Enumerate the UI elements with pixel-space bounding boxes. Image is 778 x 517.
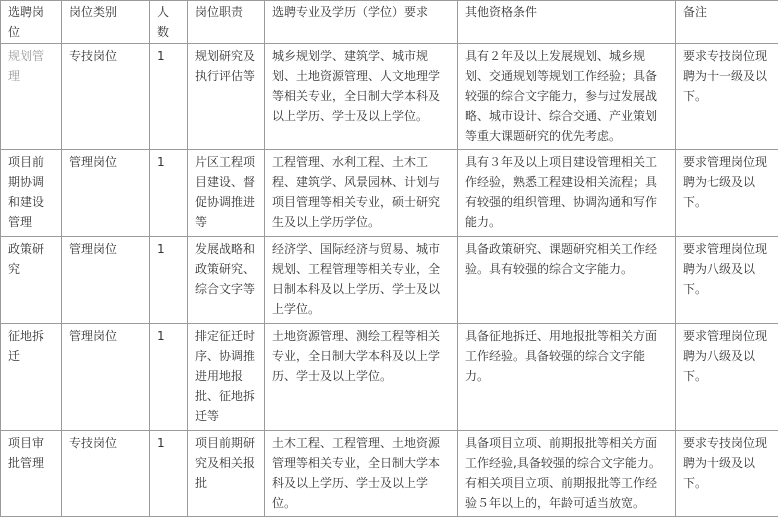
header-duties: 岗位职责 xyxy=(188,1,265,44)
cell-education: 土木工程、工程管理、土地资源管理等相关专业，全日制大学本科及以上学历、学士及以上学位。 xyxy=(265,431,458,517)
cell-category: 专技岗位 xyxy=(62,431,150,517)
table-row xyxy=(1,431,778,517)
cell-count: 1 xyxy=(150,431,188,517)
cell-position: 征地拆迁 xyxy=(1,324,62,431)
table-row xyxy=(1,44,778,150)
cell-count: 1 xyxy=(150,324,188,431)
cell-category: 管理岗位 xyxy=(62,237,150,324)
header-education: 选聘专业及学历（学位）要求 xyxy=(265,1,458,44)
cell-qualifications: 具有２年及以上发展规划、城乡规划、交通规划等规划工作经验；具备较强的综合文字能力，参与过发展战略、城市设计、综合交通、产业策划等重大课题研究的优先考虑。 xyxy=(458,44,676,150)
cell-category: 专技岗位 xyxy=(62,44,150,150)
cell-count: 1 xyxy=(150,237,188,324)
cell-education: 城乡规划学、建筑学、城市规划、土地资源管理、人文地理学等相关专业，全日制大学本科及以上学历、学士及以上学位。 xyxy=(265,44,458,150)
cell-position: 项目前期协调和建设管理 xyxy=(1,150,62,237)
cell-remarks: 要求管理岗位现聘为八级及以下。 xyxy=(676,237,778,324)
table-row xyxy=(1,237,778,324)
cell-education: 工程管理、水利工程、土木工程、建筑学、风景园林、计划与项目管理等相关专业，硕士研究生及以上学历学位。 xyxy=(265,150,458,237)
cell-duties: 规划研究及执行评估等 xyxy=(188,44,265,150)
cell-count: 1 xyxy=(150,150,188,237)
cell-category: 管理岗位 xyxy=(62,324,150,431)
cell-education: 经济学、国际经济与贸易、城市规划、工程管理等相关专业，全日制本科及以上学历、学士及以上学位。 xyxy=(265,237,458,324)
header-remarks: 备注 xyxy=(676,1,778,44)
cell-remarks: 要求专技岗位现聘为十一级及以下。 xyxy=(676,44,778,150)
table-row xyxy=(1,324,778,431)
cell-qualifications: 具备征地拆迁、用地报批等相关方面工作经验。具备较强的综合文字能力。 xyxy=(458,324,676,431)
header-category: 岗位类别 xyxy=(62,1,150,44)
cell-position: 规划管理 xyxy=(1,44,62,150)
cell-education: 土地资源管理、测绘工程等相关专业，全日制大学本科及以上学历、学士及以上学位。 xyxy=(265,324,458,431)
header-count: 人数 xyxy=(150,1,188,44)
cell-duties: 项目前期研究及相关报批 xyxy=(188,431,265,517)
table-row xyxy=(1,150,778,237)
cell-remarks: 要求管理岗位现聘为八级及以下。 xyxy=(676,324,778,431)
header-position: 选聘岗位 xyxy=(1,1,62,44)
cell-remarks: 要求管理岗位现聘为七级及以下。 xyxy=(676,150,778,237)
cell-duties: 片区工程项目建设、督促协调推进等 xyxy=(188,150,265,237)
table-header-row xyxy=(1,1,778,44)
cell-count: 1 xyxy=(150,44,188,150)
header-qualifications: 其他资格条件 xyxy=(458,1,676,44)
cell-qualifications: 具备政策研究、课题研究相关工作经验。具有较强的综合文字能力。 xyxy=(458,237,676,324)
cell-position: 项目审批管理 xyxy=(1,431,62,517)
cell-qualifications: 具有３年及以上项目建设管理相关工作经验，熟悉工程建设相关流程；具有较强的组织管理、协调沟通和写作能力。 xyxy=(458,150,676,237)
cell-position: 政策研究 xyxy=(1,237,62,324)
cell-remarks: 要求专技岗位现聘为十级及以下。 xyxy=(676,431,778,517)
cell-duties: 排定征迁时序、协调推进用地报批、征地拆迁等 xyxy=(188,324,265,431)
cell-category: 管理岗位 xyxy=(62,150,150,237)
cell-duties: 发展战略和政策研究、综合文字等 xyxy=(188,237,265,324)
cell-qualifications: 具备项目立项、前期报批等相关方面工作经验,具备较强的综合文字能力。有相关项目立项、前期报批等工作经验５年以上的，年龄可适当放宽。 xyxy=(458,431,676,517)
